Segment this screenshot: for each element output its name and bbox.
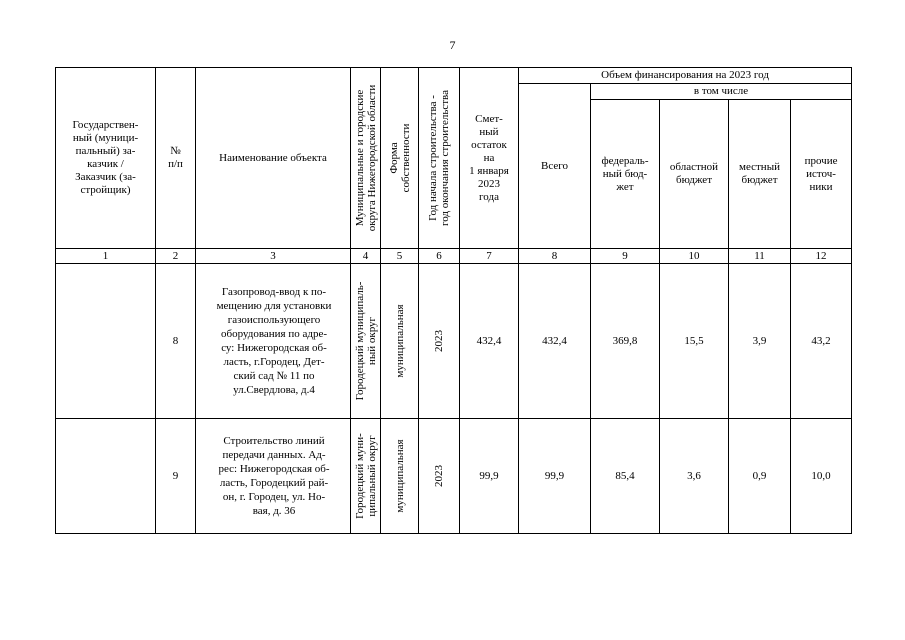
header-including: в том числе — [591, 84, 852, 100]
header-local: местный бюджет — [729, 100, 791, 249]
cell-years: 2023 — [419, 264, 460, 419]
column-number-row — [56, 249, 852, 264]
table-row — [56, 419, 852, 534]
header-funding-title: Объем финансирования на 2023 год — [519, 68, 852, 84]
cell-local: 3,9 — [729, 264, 791, 419]
cell-customer — [56, 264, 156, 419]
cell-local: 0,9 — [729, 419, 791, 534]
column-number: 9 — [591, 249, 660, 264]
cell-municipality: Городецкий муни- ципальный округ — [351, 419, 381, 534]
cell-total: 99,9 — [519, 419, 591, 534]
header-years: Год начала строительства - год окончания строительства — [419, 68, 460, 249]
cell-years: 2023 — [419, 419, 460, 534]
cell-ownership: муниципальная — [381, 264, 419, 419]
cell-balance: 432,4 — [460, 264, 519, 419]
cell-other: 43,2 — [791, 264, 852, 419]
column-number: 5 — [381, 249, 419, 264]
cell-num: 8 — [156, 264, 196, 419]
cell-object: Строительство линий передачи данных. Ад- рес: Нижегородская об- ласть, Городецкий рай- он, г. Городец, ул. Но- вая, д. 36 — [196, 419, 351, 534]
header-municipality: Муниципальные и городские округа Нижегородской области — [351, 68, 381, 249]
cell-num: 9 — [156, 419, 196, 534]
header-other: прочие источ- ники — [791, 100, 852, 249]
cell-total: 432,4 — [519, 264, 591, 419]
column-number: 3 — [196, 249, 351, 264]
header-total: Всего — [519, 84, 591, 249]
column-number: 8 — [519, 249, 591, 264]
page-number: 7 — [449, 38, 456, 52]
header-regional: областной бюджет — [660, 100, 729, 249]
cell-regional: 3,6 — [660, 419, 729, 534]
cell-balance: 99,9 — [460, 419, 519, 534]
column-number: 4 — [351, 249, 381, 264]
table-row — [56, 264, 852, 419]
header-balance: Смет- ный остаток на 1 января 2023 года — [460, 68, 519, 249]
header-ownership: Форма собственности — [381, 68, 419, 249]
cell-federal: 369,8 — [591, 264, 660, 419]
cell-regional: 15,5 — [660, 264, 729, 419]
column-number: 2 — [156, 249, 196, 264]
column-number: 1 — [56, 249, 156, 264]
column-number: 7 — [460, 249, 519, 264]
cell-customer — [56, 419, 156, 534]
financing-table — [55, 67, 852, 534]
header-customer: Государствен- ный (муници- пальный) за- казчик / Заказчик (за- стройщик) — [56, 68, 156, 249]
column-number: 12 — [791, 249, 852, 264]
column-number: 6 — [419, 249, 460, 264]
cell-other: 10,0 — [791, 419, 852, 534]
cell-object: Газопровод-ввод к по- мещению для установки газоиспользующего оборудования по адре- су: Нижегородская об- ласть, г.Городец, Дет- ский сад № 11 по ул.Свердлова, д.4 — [196, 264, 351, 419]
column-number: 11 — [729, 249, 791, 264]
header-federal: федераль- ный бюд- жет — [591, 100, 660, 249]
header-num: № п/п — [156, 68, 196, 249]
column-number: 10 — [660, 249, 729, 264]
cell-municipality: Городецкий муниципаль- ный округ — [351, 264, 381, 419]
cell-ownership: муниципальная — [381, 419, 419, 534]
cell-federal: 85,4 — [591, 419, 660, 534]
header-object-name: Наименование объекта — [196, 68, 351, 249]
